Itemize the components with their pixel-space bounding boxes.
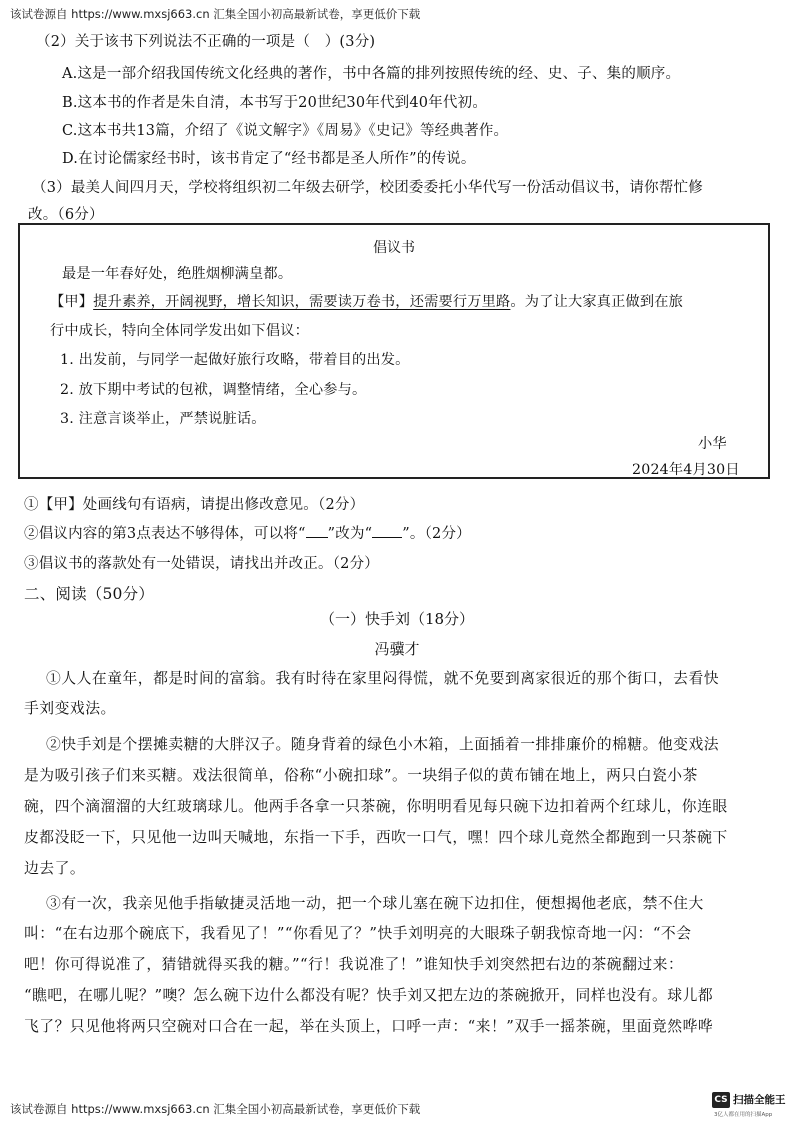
q3-sub2-part-a: ②倡议内容的第3点表达不够得体，可以将“: [24, 526, 306, 542]
jia-rest: 。为了让大家真正做到在旅: [510, 294, 684, 310]
section2-heading: 二、阅读（50分）: [24, 585, 155, 603]
q2-stem: （2）关于该书下列说法不正确的一项是（ ）(3分): [36, 34, 376, 50]
letter-date: 2024年4月30日: [632, 462, 740, 478]
letter-opening: 最是一年春好处，绝胜烟柳满皇都。: [62, 266, 293, 282]
q2-option-d: D.在讨论儒家经书时，该书肯定了“经书都是圣人所作”的传说。: [62, 151, 476, 167]
letter-jia-line: [50, 291, 683, 311]
letter-line3: 行中成长，特向全体同学发出如下倡议：: [50, 323, 309, 339]
para3-line2: 叫：“在右边那个碗底下，我看见了！”“你看见了？”快手刘明亮的大眼珠子朝我惊奇地一闪：“不会: [24, 925, 692, 942]
q2-option-a: A.这是一部介绍我国传统文化经典的著作，书中各篇的排列按照传统的经、史、子、集的顺序。: [62, 66, 681, 82]
para2-line4: 皮都没眨一下，只见他一边叫天喊地，东指一下手，西吹一口气，嘿！四个球儿竟然全都跑到一只茶碗下: [24, 829, 728, 846]
q3-sub3: ③倡议书的落款处有一处错误，请找出并改正。（2分）: [24, 556, 379, 572]
q2-option-b: B.这本书的作者是朱自清，本书写于20世纪30年代到40年代初。: [62, 95, 488, 111]
para3-line1: ③有一次，我亲见他手指敏捷灵活地一动，把一个球儿塞在碗下边扣住，便想揭他老底，禁不住大: [46, 895, 704, 912]
letter-signature: 小华: [698, 436, 727, 452]
article-author: 冯骥才: [374, 640, 420, 658]
proposal-letter-box: [18, 223, 770, 479]
q3-stem-line2: 改。（6分）: [28, 207, 104, 223]
para3-line3: 吧！你可得说准了，猜错就得买我的糖。”“行！我说准了！”谁知快手刘突然把右边的茶碗翻过来：: [24, 956, 684, 973]
para3-line4: “瞧吧，在哪儿呢？”噢？怎么碗下边什么都没有呢？快手刘又把左边的茶碗掀开，同样也没有。球儿都: [24, 987, 714, 1004]
letter-item-1: 1. 出发前，与同学一起做好旅行攻略，带着目的出发。: [60, 352, 410, 368]
jia-mark: 【甲】: [50, 294, 94, 310]
para2-line3: 碗，四个滴溜溜的大红玻璃球儿。他两手各拿一只茶碗，你明明看见每只碗下边扣着两个红球儿，你连眼: [24, 798, 728, 815]
para2-line2: 是为吸引孩子们来买糖。戏法很简单，俗称“小碗扣球”。一块绢子似的黄布铺在地上，两只白瓷小茶: [24, 767, 698, 784]
letter-title: 倡议书: [373, 240, 415, 256]
para2-line5: 边去了。: [24, 860, 86, 877]
scanner-app-name: 扫描全能王: [733, 1094, 786, 1106]
q2-option-c: C.这本书共13篇，介绍了《说文解字》《周易》《史记》等经典著作。: [62, 123, 509, 139]
q3-stem-line1: （3）最美人间四月天，学校将组织初二年级去研学，校团委委托小华代写一份活动倡议书，请你帮忙修: [32, 180, 703, 196]
letter-item-2: 2. 放下期中考试的包袱，调整情绪，全心参与。: [60, 382, 367, 398]
q3-sub2-part-b: ”改为“: [327, 526, 373, 542]
scanner-app-logo: [712, 1090, 792, 1118]
q3-sub1: ①【甲】处画线句有语病，请提出修改意见。（2分）: [24, 497, 365, 513]
jia-underlined-sentence: 提升素养，开阔视野，增长知识，需要读万卷书，还需要行万里路: [93, 294, 511, 310]
q3-sub2-part-c: ”。（2分）: [402, 526, 471, 542]
q3-sub2: [24, 522, 471, 543]
para2-line1: ②快手刘是个摆摊卖糖的大胖汉子。随身背着的绿色小木箱，上面插着一排排廉价的棉糖。他变戏法: [46, 736, 720, 753]
source-header: 该试卷源自 https://www.mxsj663.cn 汇集全国小初高最新试卷，享更低价下载: [10, 7, 421, 21]
letter-item-3: 3. 注意言谈举止，严禁说脏话。: [60, 411, 266, 427]
article-title: （一）快手刘（18分）: [319, 610, 475, 628]
scanner-app-tagline: 3亿人都在用的扫描App: [714, 1112, 773, 1118]
answer-blank-2: [372, 524, 402, 538]
para1-line1: ①人人在童年，都是时间的富翁。我有时待在家里闷得慌，就不免要到离家很近的那个街口，去看快: [46, 670, 720, 687]
para3-line5: 飞了？只见他将两只空碗对口合在一起，举在头顶上，口呼一声：“来！”双手一摇茶碗，里面竟然哗哗: [24, 1018, 714, 1035]
source-footer: 该试卷源自 https://www.mxsj663.cn 汇集全国小初高最新试卷，享更低价下载: [10, 1102, 421, 1116]
camscanner-icon: CS: [712, 1092, 730, 1108]
answer-blank-1: [306, 524, 328, 538]
para1-line2: 手刘变戏法。: [24, 700, 116, 717]
